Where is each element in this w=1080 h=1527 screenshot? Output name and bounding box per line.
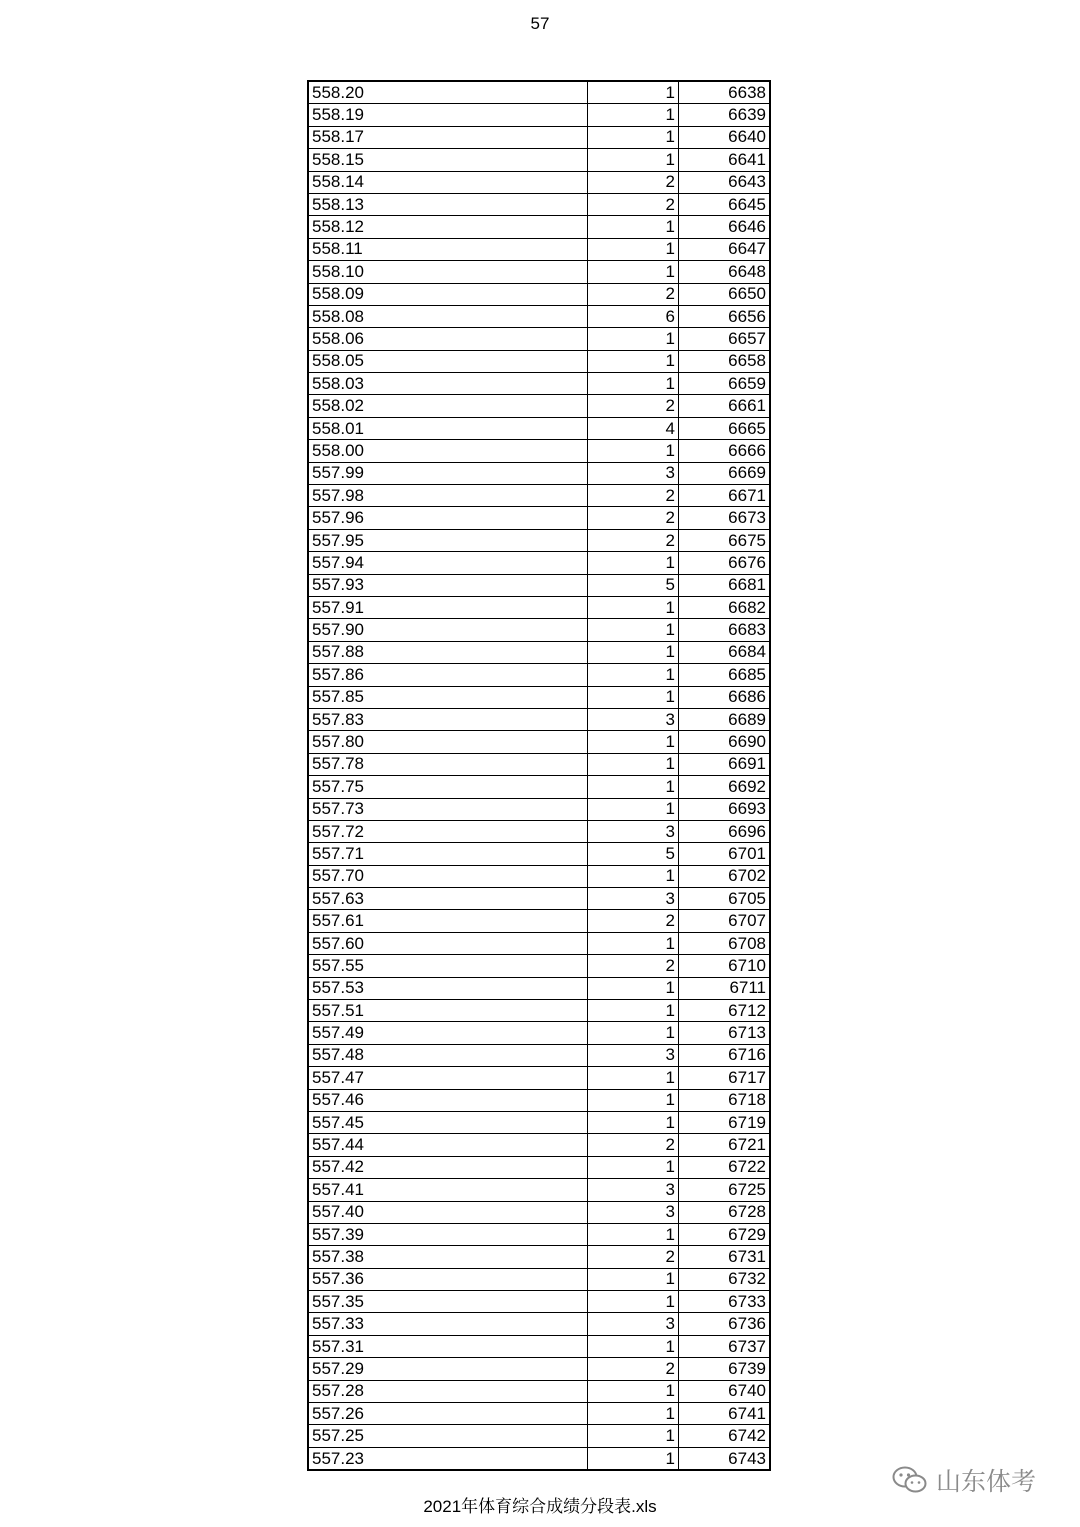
table-row [308,171,770,193]
score-cell: 558.14 [308,171,588,193]
score-cell: 558.01 [308,417,588,439]
score-cell: 558.15 [308,149,588,171]
table-row [308,552,770,574]
cumulative-cell: 6693 [679,798,771,820]
score-cell: 557.44 [308,1134,588,1156]
table-row [308,373,770,395]
score-cell: 558.13 [308,193,588,215]
score-cell: 558.05 [308,350,588,372]
table-row [308,1223,770,1245]
cumulative-cell: 6690 [679,731,771,753]
cumulative-cell: 6673 [679,507,771,529]
score-cell: 557.91 [308,596,588,618]
count-cell: 1 [588,261,679,283]
count-cell: 1 [588,664,679,686]
count-cell: 3 [588,888,679,910]
cumulative-cell: 6740 [679,1380,771,1402]
table-row [308,238,770,260]
cumulative-cell: 6743 [728,1448,766,1468]
count-cell: 2 [588,1358,679,1380]
score-cell: 557.71 [308,843,588,865]
count-cell: 3 [588,1313,679,1335]
count-cell: 4 [588,417,679,439]
score-cell: 557.85 [308,686,588,708]
cumulative-cell: 6702 [679,865,771,887]
watermark [892,1462,1036,1498]
cumulative-cell: 6696 [679,820,771,842]
table-row [308,462,770,484]
count-cell: 1 [588,1447,679,1470]
score-cell: 557.29 [308,1358,588,1380]
score-cell: 557.80 [308,731,588,753]
cumulative-cell: 6717 [679,1067,771,1089]
count-cell: 1 [588,1223,679,1245]
cumulative-cell: 6712 [679,1000,771,1022]
score-cell: 558.11 [308,238,588,260]
count-cell: 1 [588,977,679,999]
table-row [308,1089,770,1111]
count-cell: 1 [588,686,679,708]
count-cell: 1 [588,731,679,753]
cumulative-cell: 6657 [679,328,771,350]
cumulative-cell: 6650 [679,283,771,305]
cumulative-cell: 6645 [679,193,771,215]
cumulative-cell: 6671 [679,485,771,507]
table-row [308,1201,770,1223]
cumulative-cell: 6646 [679,216,771,238]
cumulative-cell: 6722 [679,1156,771,1178]
table-row [308,1403,770,1425]
table-row [308,216,770,238]
table-row [308,507,770,529]
table-row [308,283,770,305]
table-row [308,1380,770,1402]
score-cell: 557.28 [308,1380,588,1402]
table-row [308,910,770,932]
count-cell: 2 [588,910,679,932]
count-cell: 1 [588,328,679,350]
count-cell: 1 [588,641,679,663]
count-cell: 1 [588,104,679,126]
cumulative-cell: 6731 [679,1246,771,1268]
count-cell: 2 [588,485,679,507]
count-cell: 1 [588,1089,679,1111]
table-row [308,81,770,104]
cumulative-cell: 6638 [679,81,771,104]
score-cell: 558.20 [308,81,588,104]
count-cell: 1 [588,1156,679,1178]
count-cell: 3 [588,1201,679,1223]
score-cell: 557.25 [308,1425,588,1447]
table-row [308,305,770,327]
score-cell: 557.99 [308,462,588,484]
cumulative-cell: 6675 [679,529,771,551]
cumulative-cell: 6721 [679,1134,771,1156]
count-cell: 2 [588,395,679,417]
table-row [308,395,770,417]
score-cell: 558.02 [308,395,588,417]
table-row [308,193,770,215]
table-row [308,955,770,977]
cumulative-cell: 6701 [679,843,771,865]
cumulative-cell: 6733 [679,1291,771,1313]
cumulative-cell: 6640 [679,126,771,148]
score-cell: 557.35 [308,1291,588,1313]
score-cell: 557.78 [308,753,588,775]
cumulative-cell: 6713 [679,1022,771,1044]
cumulative-cell: 6686 [679,686,771,708]
count-cell: 2 [588,1134,679,1156]
cumulative-cell: 6656 [679,305,771,327]
cumulative-cell: 6707 [679,910,771,932]
cumulative-cell: 6692 [679,776,771,798]
count-cell: 3 [588,708,679,730]
score-cell: 557.48 [308,1044,588,1066]
table-row [308,328,770,350]
cumulative-cell: 6719 [679,1111,771,1133]
table-row [308,596,770,618]
table-row [308,350,770,372]
table-row [308,776,770,798]
score-cell: 557.47 [308,1067,588,1089]
score-cell: 557.83 [308,708,588,730]
score-cell: 558.06 [308,328,588,350]
table-row [308,1358,770,1380]
score-cell: 557.40 [308,1201,588,1223]
score-cell: 557.90 [308,619,588,641]
table-row [308,843,770,865]
cumulative-cell: 6708 [679,932,771,954]
count-cell: 6 [588,305,679,327]
count-cell: 1 [588,216,679,238]
score-cell: 557.45 [308,1111,588,1133]
count-cell: 1 [588,776,679,798]
cumulative-cell: 6689 [679,708,771,730]
cumulative-cell: 6682 [679,596,771,618]
cumulative-cell: 6729 [679,1223,771,1245]
table-row [308,1268,770,1290]
count-cell: 2 [588,529,679,551]
count-cell: 1 [588,1000,679,1022]
count-cell: 1 [588,596,679,618]
table-row [308,1022,770,1044]
table-row [308,1291,770,1313]
cumulative-cell: 6718 [679,1089,771,1111]
table-row [308,664,770,686]
count-cell: 1 [588,1335,679,1357]
table-row [308,149,770,171]
table-row [308,619,770,641]
wechat-icon [892,1465,928,1495]
count-cell: 3 [588,820,679,842]
score-cell: 557.88 [308,641,588,663]
table-row [308,485,770,507]
count-cell: 1 [588,619,679,641]
cumulative-cell: 6691 [679,753,771,775]
page-number: 57 [530,14,550,33]
score-distribution-table [307,80,771,1471]
score-cell: 557.33 [308,1313,588,1335]
score-cell: 557.49 [308,1022,588,1044]
score-cell: 557.23 [308,1447,588,1470]
cumulative-cell: 6661 [679,395,771,417]
count-cell: 1 [588,552,679,574]
count-cell: 3 [588,462,679,484]
score-cell: 557.94 [308,552,588,574]
count-cell: 1 [588,753,679,775]
table-row [308,261,770,283]
count-cell: 1 [588,1067,679,1089]
table-row [308,1111,770,1133]
cumulative-cell: 6665 [679,417,771,439]
score-cell: 558.00 [308,440,588,462]
table-row [308,708,770,730]
score-cell: 558.19 [308,104,588,126]
cumulative-cell: 6683 [679,619,771,641]
score-cell: 557.53 [308,977,588,999]
cumulative-cell: 6736 [679,1313,771,1335]
cumulative-cell: 6684 [679,641,771,663]
count-cell: 5 [588,843,679,865]
cumulative-cell: 6641 [679,149,771,171]
score-cell: 557.72 [308,820,588,842]
score-cell: 557.86 [308,664,588,686]
cumulative-cell: 6725 [679,1179,771,1201]
count-cell: 3 [588,1179,679,1201]
watermark-text: 山东体考 [936,1468,1037,1496]
count-cell: 2 [588,171,679,193]
score-cell: 557.70 [308,865,588,887]
table-row [308,1246,770,1268]
score-cell: 557.36 [308,1268,588,1290]
score-cell: 557.93 [308,574,588,596]
table-row [308,1156,770,1178]
cumulative-cell: 6685 [679,664,771,686]
table-row [308,888,770,910]
score-cell: 557.39 [308,1223,588,1245]
score-table-body [308,81,770,1470]
cumulative-cell: 6741 [679,1403,771,1425]
count-cell: 2 [588,955,679,977]
table-row [308,104,770,126]
table-row [308,1134,770,1156]
count-cell: 1 [588,1111,679,1133]
table-row [308,1425,770,1447]
table-row [308,574,770,596]
count-cell: 2 [588,283,679,305]
count-cell: 1 [588,1291,679,1313]
table-row [308,686,770,708]
table-row [308,820,770,842]
score-cell: 557.38 [308,1246,588,1268]
count-cell: 1 [588,798,679,820]
count-cell: 1 [588,149,679,171]
score-cell: 557.46 [308,1089,588,1111]
cumulative-cell: 6732 [679,1268,771,1290]
count-cell: 1 [588,238,679,260]
cumulative-cell: 6737 [679,1335,771,1357]
score-cell: 557.42 [308,1156,588,1178]
cumulative-cell: 6648 [679,261,771,283]
cumulative-cell: 6681 [679,574,771,596]
score-cell: 557.63 [308,888,588,910]
table-row [308,1313,770,1335]
count-cell: 1 [588,1268,679,1290]
cumulative-cell: 6710 [679,955,771,977]
count-cell: 1 [588,81,679,104]
count-cell: 1 [588,1022,679,1044]
score-cell: 558.17 [308,126,588,148]
score-cell: 557.31 [308,1335,588,1357]
table-row [308,1447,770,1470]
count-cell: 2 [588,507,679,529]
count-cell: 1 [588,932,679,954]
table-row [308,731,770,753]
cumulative-cell: 6711 [679,977,771,999]
score-cell: 558.12 [308,216,588,238]
table-row [308,417,770,439]
table-row [308,753,770,775]
cumulative-cell: 6659 [679,373,771,395]
count-cell: 1 [588,126,679,148]
score-cell: 558.03 [308,373,588,395]
cumulative-cell: 6705 [679,888,771,910]
table-row [308,1000,770,1022]
score-cell: 557.51 [308,1000,588,1022]
score-cell: 557.95 [308,529,588,551]
cumulative-cell: 6716 [679,1044,771,1066]
cumulative-cell: 6666 [679,440,771,462]
cumulative-cell: 6742 [679,1425,771,1447]
table-row [308,865,770,887]
score-cell: 557.96 [308,507,588,529]
count-cell: 5 [588,574,679,596]
cumulative-cell: 6739 [679,1358,771,1380]
cumulative-cell: 6676 [679,552,771,574]
count-cell: 1 [588,350,679,372]
cumulative-cell: 6658 [679,350,771,372]
count-cell: 2 [588,193,679,215]
count-cell: 3 [588,1044,679,1066]
score-cell: 557.55 [308,955,588,977]
score-cell: 557.26 [308,1403,588,1425]
score-cell: 558.10 [308,261,588,283]
cumulative-cell: 6647 [679,238,771,260]
score-cell: 557.60 [308,932,588,954]
footer-file-title: 2021年体育综合成绩分段表.xls [423,1497,657,1516]
table-row [308,1179,770,1201]
table-row [308,641,770,663]
table-row [308,1335,770,1357]
cumulative-cell: 6669 [679,462,771,484]
cumulative-cell: 6643 [679,171,771,193]
score-cell: 557.41 [308,1179,588,1201]
score-cell: 558.09 [308,283,588,305]
table-row [308,1067,770,1089]
score-cell: 557.61 [308,910,588,932]
table-row [308,126,770,148]
count-cell: 1 [588,373,679,395]
cumulative-cell: 6639 [679,104,771,126]
score-cell: 557.98 [308,485,588,507]
table-row [308,798,770,820]
table-row [308,977,770,999]
count-cell: 1 [588,1425,679,1447]
table-row [308,932,770,954]
table-row [308,529,770,551]
score-cell: 557.73 [308,798,588,820]
score-cell: 557.75 [308,776,588,798]
score-cell: 558.08 [308,305,588,327]
count-cell: 2 [588,1246,679,1268]
cumulative-cell: 6728 [679,1201,771,1223]
count-cell: 1 [588,1380,679,1402]
table-row [308,440,770,462]
count-cell: 1 [588,440,679,462]
table-row [308,1044,770,1066]
count-cell: 1 [588,1403,679,1425]
count-cell: 1 [588,865,679,887]
